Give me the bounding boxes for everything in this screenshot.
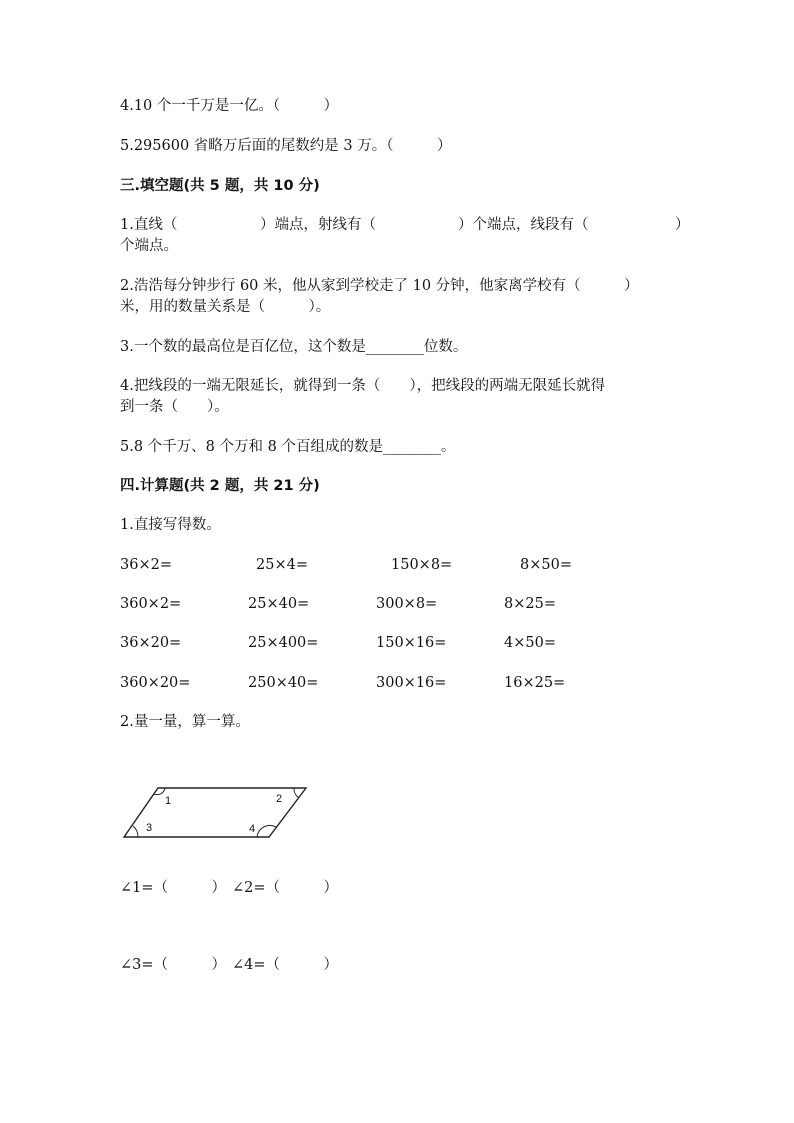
calc-cell: 4×50= [504,635,556,651]
fill-question-4-line-1: 4.把线段的一端无限延长，就得到一条（ ），把线段的两端无限延长就得 [120,378,606,394]
angle-3-arc [133,826,138,837]
q1-part-a: 1.直线（ [120,217,178,233]
calc-question-2-title: 2.量一量，算一算。 [120,714,250,730]
fill-question-4-line-2: 到一条（ ）。 [120,399,229,415]
calc-cell: 25×40= [248,596,310,612]
parallelogram-figure [118,782,314,844]
angle-4-answer: ∠4=（ ） [232,957,339,973]
judgment-item-5: 5.295600 省略万后面的尾数约是 3 万。（ ） [120,138,452,154]
q1-part-e: 个端点。 [120,238,178,254]
section-4-heading: 四.计算题(共 2 题，共 21 分) [120,478,320,494]
angle-1-label: 1 [165,795,172,807]
calc-cell: 150×8= [391,557,453,573]
calc-cell: 16×25= [504,675,566,691]
calc-cell: 36×20= [120,635,182,651]
q1-part-d: ） [675,217,690,233]
calc-cell: 300×16= [376,675,447,691]
angle-2-answer: ∠2=（ ） [232,880,339,896]
calc-question-1-title: 1.直接写得数。 [120,517,221,533]
calc-cell: 250×40= [248,675,319,691]
calc-cell: 25×4= [256,557,308,573]
section-3-heading: 三.填空题(共 5 题，共 10 分) [120,178,320,194]
calc-cell: 360×2= [120,596,182,612]
calc-cell: 300×8= [376,596,438,612]
fill-question-3: 3.一个数的最高位是百亿位，这个数是________位数。 [120,339,468,355]
angle-2-arc [294,788,299,798]
angle-4-label: 4 [249,823,256,835]
calc-cell: 36×2= [120,557,172,573]
calc-cell: 150×16= [376,635,447,651]
fill-question-2-line-2: 米，用的数量关系是（ ）。 [120,299,331,315]
calc-cell: 8×25= [504,596,556,612]
calc-cell: 360×20= [120,675,191,691]
fill-question-2-line-1: 2.浩浩每分钟步行 60 米，他从家到学校走了 10 分钟，他家离学校有（ ） [120,278,639,294]
fill-question-5: 5.8 个千万、8 个万和 8 个百组成的数是________。 [120,439,456,455]
angle-2-label: 2 [276,793,283,805]
calc-cell: 8×50= [520,557,572,573]
angle-3-label: 3 [146,822,153,834]
judgment-item-4: 4.10 个一千万是一亿。（ ） [120,98,339,114]
q1-part-c: ）个端点，线段有（ [458,217,589,233]
q1-part-b: ）端点，射线有（ [260,217,376,233]
calc-cell: 25×400= [248,635,319,651]
angle-3-answer: ∠3=（ ） [120,957,227,973]
angle-1-answer: ∠1=（ ） [120,880,227,896]
